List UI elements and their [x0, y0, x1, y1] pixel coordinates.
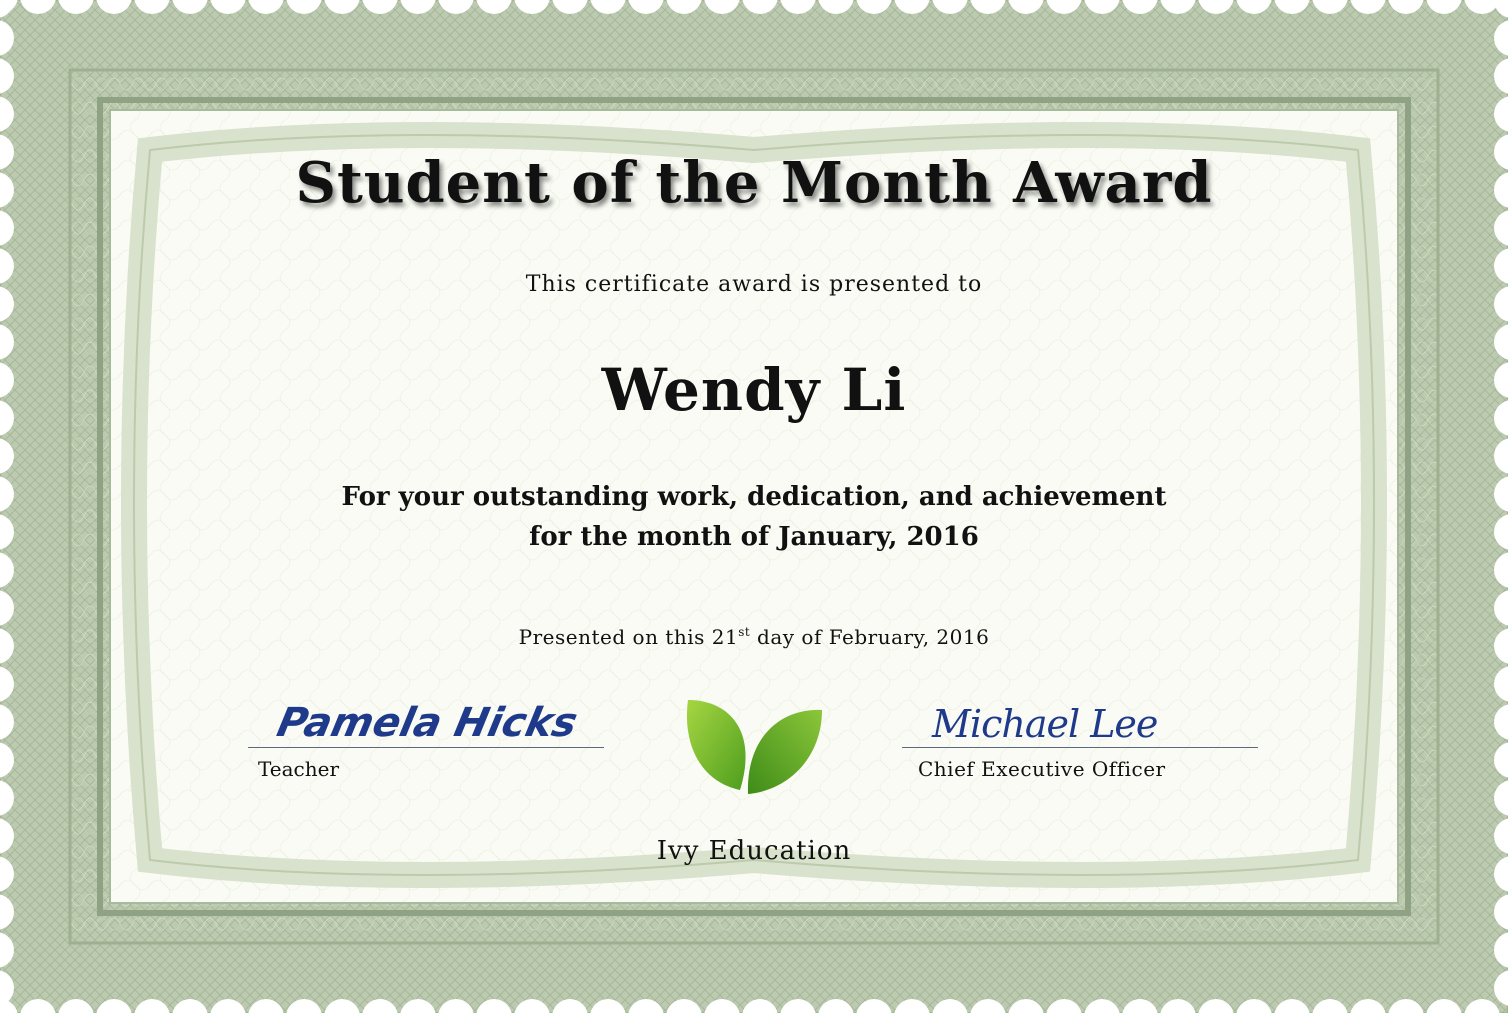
presented-date-ordinal: st [738, 625, 751, 639]
organization-name: Ivy Education [656, 836, 852, 866]
award-reason-line-2: for the month of January, 2016 [529, 522, 979, 552]
award-reason [0, 477, 1508, 557]
presented-date-prefix: Presented on this 21 [518, 625, 739, 649]
teacher-signature-line [248, 747, 604, 748]
presented-date-rest: day of February, 2016 [750, 625, 990, 649]
teacher-role: Teacher [258, 757, 340, 781]
leaf-logo-icon [680, 694, 830, 798]
presented-to-text: This certificate award is presented to [525, 272, 983, 297]
recipient-name: Wendy Li [601, 356, 907, 424]
ceo-signature: Michael Lee [932, 702, 1158, 746]
ceo-signature-line [902, 747, 1258, 748]
teacher-signature: Pamela Hicks [273, 700, 582, 746]
certificate-title: Student of the Month Award [295, 150, 1213, 216]
award-reason-line-1: For your outstanding work, dedication, and achievement [341, 482, 1167, 512]
presented-date [0, 625, 1508, 649]
ceo-role: Chief Executive Officer [918, 757, 1166, 781]
